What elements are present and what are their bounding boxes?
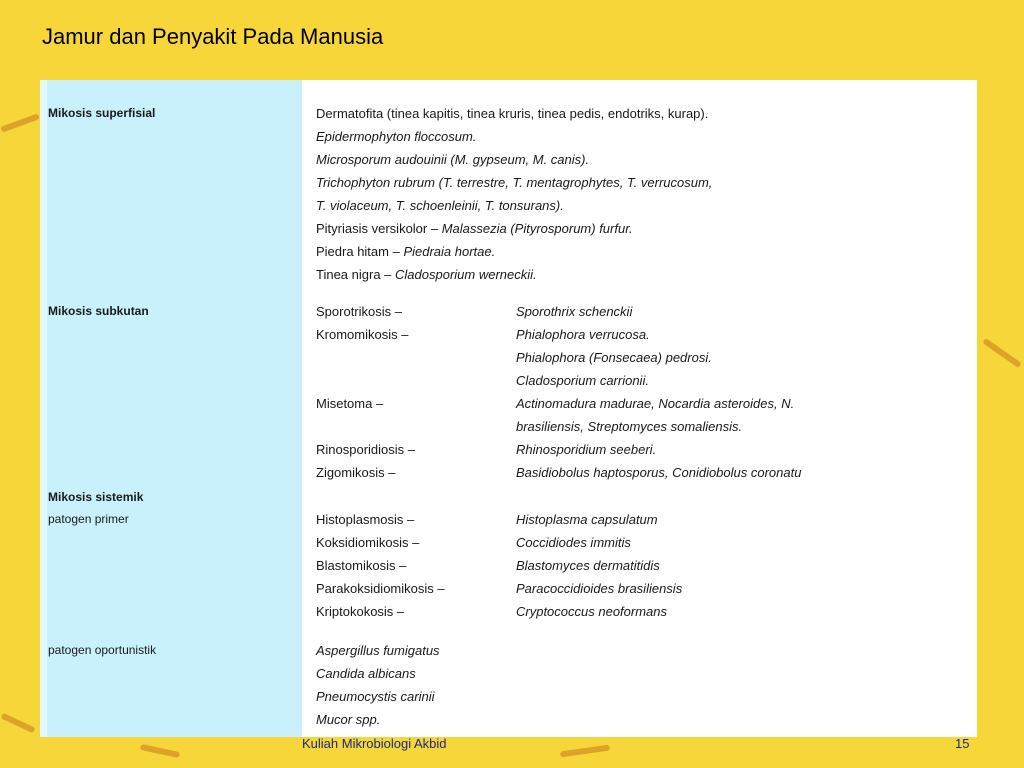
agent-name: Actinomadura madurae, Nocardia asteroides, N. — [516, 396, 795, 411]
footer-course-label: Kuliah Mikrobiologi Akbid — [302, 736, 447, 751]
agent-name: Rhinosporidium seeberi. — [516, 442, 657, 457]
background-streak — [0, 113, 40, 132]
background-streak — [0, 713, 35, 734]
background-streak — [140, 744, 180, 758]
category-mikosis-superfisial: Mikosis superfisial — [48, 106, 156, 120]
disease-name: Pityriasis versikolor – — [316, 221, 442, 236]
superfisial-line: Dermatofita (tinea kapitis, tinea kruris, tinea pedis, endotriks, kurap). — [316, 106, 709, 121]
agent-name: Mucor spp. — [316, 712, 381, 727]
category-mikosis-subkutan: Mikosis subkutan — [48, 304, 149, 318]
agent-name: Basidiobolus haptosporus, Conidiobolus coronatu — [516, 465, 802, 480]
category-patogen-oportunistik: patogen oportunistik — [48, 643, 157, 657]
agent-name: Phialophora (Fonsecaea) pedrosi. — [516, 350, 712, 365]
disease-name: Kriptokokosis – — [316, 604, 405, 619]
agent-name: Candida albicans — [316, 666, 416, 681]
agent-name: brasiliensis, Streptomyces somaliensis. — [516, 419, 743, 434]
disease-name: Kromomikosis – — [316, 327, 409, 342]
page-number: 15 — [955, 736, 970, 751]
disease-name: Koksidiomikosis – — [316, 535, 420, 550]
agent-name: Coccidiodes immitis — [516, 535, 631, 550]
background-streak — [560, 745, 610, 758]
slide-title: Jamur dan Penyakit Pada Manusia — [42, 24, 384, 49]
disease-name: Zigomikosis – — [316, 465, 396, 480]
disease-name: Sporotrikosis – — [316, 304, 402, 319]
agent-name: Sporothrix schenckii — [516, 304, 633, 319]
agent-name: Cryptococcus neoformans — [516, 604, 668, 619]
content-panel — [40, 80, 977, 737]
disease-name: Rinosporidiosis – — [316, 442, 415, 457]
disease-name: Histoplasmosis – — [316, 512, 415, 527]
background-streak — [982, 338, 1021, 368]
disease-name: Parakoksidiomikosis – — [316, 581, 445, 596]
superfisial-line: Microsporum audouinii (M. gypseum, M. canis). — [316, 152, 590, 167]
agent-name: Malassezia (Pityrosporum) furfur. — [441, 221, 633, 236]
agent-name: Paracoccidioides brasiliensis — [516, 581, 683, 596]
agent-name: Phialophora verrucosa. — [516, 327, 650, 342]
disease-name: Misetoma – — [316, 396, 384, 411]
agent-name: Aspergillus fumigatus — [316, 643, 440, 658]
superfisial-line: Trichophyton rubrum (T. terrestre, T. mentagrophytes, T. verrucosum, — [316, 175, 713, 190]
superfisial-line: Epidermophyton floccosum. — [316, 129, 477, 144]
agent-name: Blastomyces dermatitidis — [516, 558, 660, 573]
disease-name: Piedra hitam – — [316, 244, 404, 259]
agent-name: Piedraia hortae. — [403, 244, 496, 259]
disease-name: Blastomikosis – — [316, 558, 407, 573]
superfisial-line: T. violaceum, T. schoenleinii, T. tonsurans). — [316, 198, 564, 213]
agent-name: Histoplasma capsulatum — [516, 512, 658, 527]
disease-name: Tinea nigra – — [316, 267, 396, 282]
superfisial-line — [316, 267, 537, 282]
agent-name: Cladosporium carrionii. — [516, 373, 649, 388]
category-column — [40, 80, 302, 737]
agent-name: Cladosporium werneckii. — [395, 267, 537, 282]
superfisial-line — [316, 244, 495, 259]
agent-name: Pneumocystis carinii — [316, 689, 435, 704]
category-patogen-primer: patogen primer — [48, 512, 129, 526]
category-mikosis-sistemik: Mikosis sistemik — [48, 490, 144, 504]
superfisial-line — [316, 221, 633, 236]
